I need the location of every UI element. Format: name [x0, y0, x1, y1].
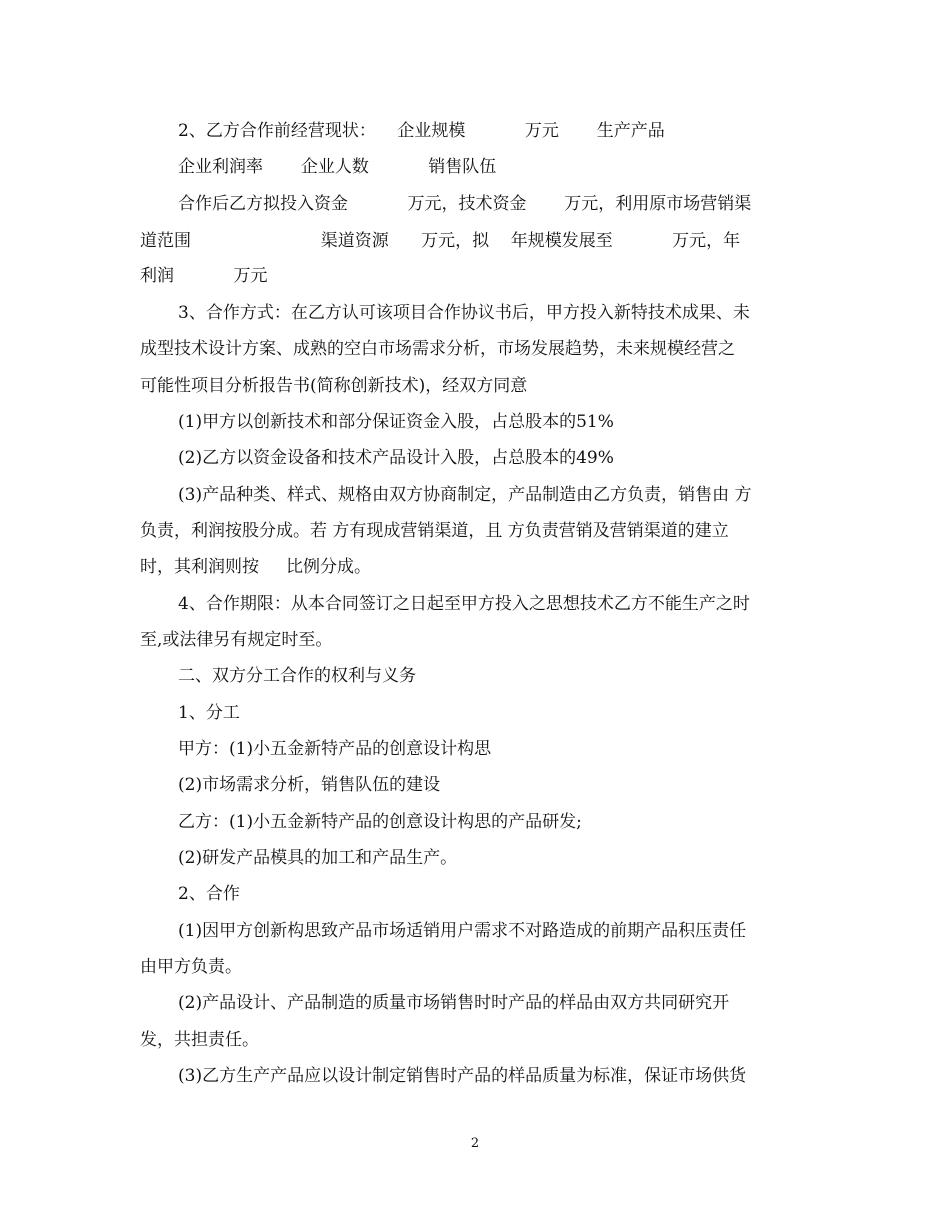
text-line: 至,或法律另有规定时至。 [140, 630, 333, 650]
subsection-heading: 2、合作 [178, 884, 240, 904]
text-line: 2、乙方合作前经营现状： 企业规模 万元 生产产品 [178, 121, 665, 141]
text-line: 利润 万元 [140, 266, 268, 286]
page-number: 2 [470, 1136, 480, 1151]
text-line: (2)研发产品模具的加工和产品生产。 [178, 848, 458, 868]
text-line: 4、合作期限：从本合同签订之日起至甲方投入之思想技术乙方不能生产之时 [178, 594, 750, 614]
section-heading: 二、双方分工合作的权利与义务 [178, 666, 416, 686]
text-line: 负责，利润按股分成。若 方有现成营销渠道，且 方负责营销及营销渠道的建立 [140, 521, 729, 541]
text-line: 发，共担责任。 [140, 1030, 259, 1050]
text-line: (1)因甲方创新构思致产品市场适销用户需求不对路造成的前期产品积压责任 [178, 921, 747, 941]
text-line: (2)产品设计、产品制造的质量市场销售时时产品的样品由双方共同研究开 [178, 993, 730, 1013]
text-line: 乙方：(1)小五金新特产品的创意设计构思的产品研发; [178, 812, 582, 832]
text-line: 道范围 渠道资源 万元，拟 年规模发展至 万元，年 [140, 231, 741, 251]
text-line: 甲方：(1)小五金新特产品的创意设计构思 [178, 739, 492, 759]
text-line: 成型技术设计方案、成熟的空白市场需求分析，市场发展趋势，未来规模经营之 [140, 339, 735, 359]
text-line: 合作后乙方拟投入资金 万元，技术资金 万元，利用原市场营销渠 [178, 194, 752, 214]
text-line: 可能性项目分析报告书(简称创新技术)，经双方同意 [140, 376, 528, 396]
text-line: (2)市场需求分析，销售队伍的建设 [178, 775, 441, 795]
text-line: 3、合作方式：在乙方认可该项目合作协议书后，甲方投入新特技术成果、未 [178, 303, 750, 323]
text-line: (3)产品种类、样式、规格由双方协商制定，产品制造由乙方负责，销售由 方 [178, 485, 752, 505]
text-line: (3)乙方生产产品应以设计制定销售时产品的样品质量为标准，保证市场供货 [178, 1066, 747, 1086]
text-line: 企业利润率 企业人数 销售队伍 [178, 157, 497, 177]
text-line: (2)乙方以资金设备和技术产品设计入股，占总股本的49% [178, 448, 614, 468]
text-line: (1)甲方以创新技术和部分保证资金入股，占总股本的51% [178, 412, 614, 432]
text-line: 由甲方负责。 [140, 957, 242, 977]
subsection-heading: 1、分工 [178, 703, 240, 723]
text-line: 时，其利润则按 比例分成。 [140, 557, 372, 577]
